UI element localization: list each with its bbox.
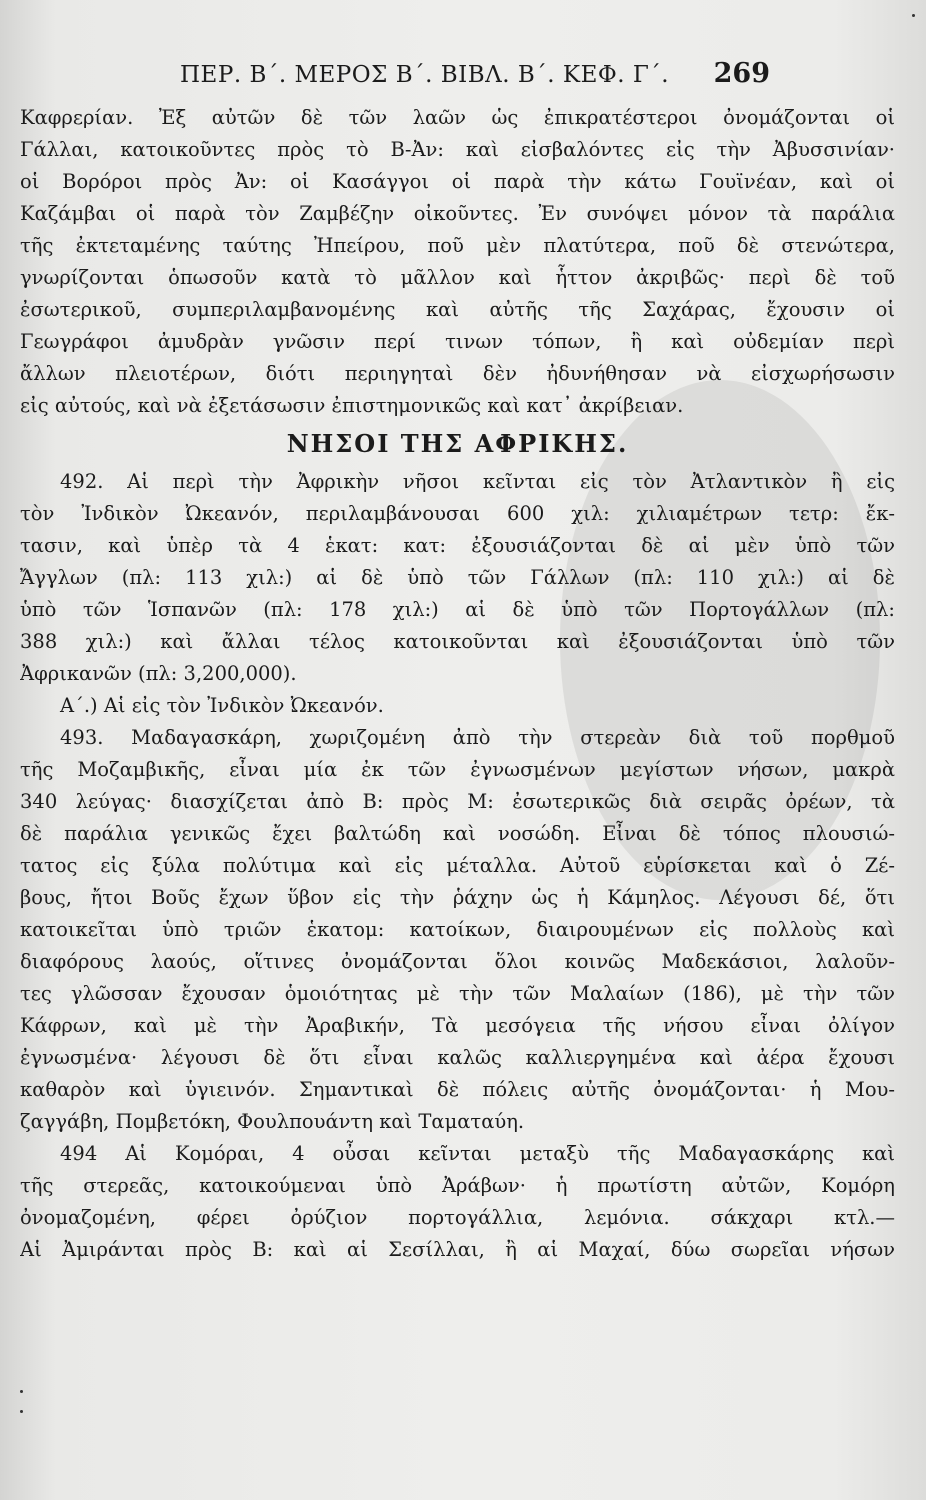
text-line: ἐσωτερικοῦ, συμπεριλαμβανομένης καὶ αὐτῆς τῆς Σαχάρας, ἔχουσιν οἱ	[20, 298, 895, 321]
edge-speck	[20, 1410, 23, 1413]
page-number: 269	[713, 58, 770, 89]
subsection-heading: Α΄.) Αἱ εἰς τὸν Ἰνδικὸν Ὠκεανόν.	[60, 694, 384, 717]
text-line: 340 λεύγας· διασχίζεται ἀπὸ Β: πρὸς Μ: ἐσωτερικῶς διὰ σειρᾶς ὀρέων, τὰ	[20, 790, 895, 813]
text-line: καθαρὸν καὶ ὑγιεινόν. Σημαντικαὶ δὲ πόλεις αὐτῆς ὀνομάζονται· ἡ Μου-	[20, 1078, 895, 1101]
text-line: Ἀφρικανῶν (πλ: 3,200,000).	[20, 662, 297, 685]
text-line: ἐγνωσμένα· λέγουσι δὲ ὅτι εἶναι καλῶς καλλιεργημένα καὶ ἀέρα ἔχουσι	[20, 1046, 895, 1069]
text-line: ὀνομαζομένη, φέρει ὀρύζιον πορτογάλλια, λεμόνια. σάκχαρι κτλ.—	[20, 1206, 895, 1229]
paragraph-492-start: 492. Αἱ περὶ τὴν Ἀφρικὴν νῆσοι κεῖνται εἰς τὸν Ἀτλαντικὸν ἢ εἰς	[60, 470, 895, 493]
running-head: ΠΕΡ. Β΄. ΜΕΡΟΣ Β΄. ΒΙΒΛ. Β΄. ΚΕΦ. Γ΄.	[180, 62, 670, 88]
page-header	[160, 58, 770, 94]
edge-speck	[20, 1390, 23, 1393]
text-line: δὲ παράλια γενικῶς ἔχει βαλτώδη καὶ νοσώδη. Εἶναι δὲ τόπος πλουσιώ-	[20, 822, 895, 845]
text-line: Γεωγράφοι ἀμυδρὰν γνῶσιν περί τινων τόπων, ἢ καὶ οὐδεμίαν περὶ	[20, 330, 895, 353]
text-line: τασιν, καὶ ὑπὲρ τὰ 4 ἑκατ: κατ: ἐξουσιάζονται δὲ αἱ μὲν ὑπὸ τῶν	[20, 534, 895, 557]
edge-speck	[912, 14, 915, 17]
text-line: Καφρερίαν. Ἐξ αὐτῶν δὲ τῶν λαῶν ὡς ἐπικρατέστεροι ὀνομάζονται οἱ	[20, 106, 895, 129]
paragraph-493-start: 493. Μαδαγασκάρη, χωριζομένη ἀπὸ τὴν στερεὰν διὰ τοῦ πορθμοῦ	[60, 726, 895, 749]
text-line: τὸν Ἰνδικὸν Ὠκεανόν, περιλαμβάνουσαι 600 χιλ: χιλιαμέτρων τετρ: ἔκ-	[20, 502, 895, 525]
text-line: οἱ Βορόροι πρὸς Ἀν: οἱ Κασάγγοι οἱ παρὰ τὴν κάτω Γουϊνέαν, καὶ οἱ	[20, 170, 895, 193]
section-heading: ΝΗΣΟΙ ΤΗΣ ΑΦΡΙΚΗΣ.	[286, 429, 629, 458]
text-line: 388 χιλ:) καὶ ἄλλαι τέλος κατοικοῦνται καὶ ἐξουσιάζονται ὑπὸ τῶν	[20, 630, 895, 653]
text-line: κατοικεῖται ὑπὸ τριῶν ἑκατομ: κατοίκων, διαιρουμένων εἰς πολλοὺς καὶ	[20, 918, 895, 941]
body-text	[20, 102, 895, 1266]
text-line: Γάλλαι, κατοικοῦντες πρὸς τὸ Β-Ἀν: καὶ εἰσβαλόντες εἰς τὴν Ἀβυσσινίαν·	[20, 138, 895, 161]
text-line: Κάφρων, καὶ μὲ τὴν Ἀραβικήν, Τὰ μεσόγεια τῆς νήσου εἶναι ὀλίγον	[20, 1014, 895, 1037]
text-line: Καζάμβαι οἱ παρὰ τὸν Ζαμβέζην οἰκοῦντες. Ἐν συνόψει μόνον τὰ παράλια	[20, 202, 895, 225]
text-line: γνωρίζονται ὁπωσοῦν κατὰ τὸ μᾶλλον καὶ ἧττον ἀκριβῶς· περὶ δὲ τοῦ	[20, 266, 895, 289]
text-line: διαφόρους λαούς, οἵτινες ὀνομάζονται ὅλοι κοινῶς Μαδεκάσιοι, λαλοῦν-	[20, 950, 895, 973]
text-line: βους, ἤτοι Βοῦς ἔχων ὕβον εἰς τὴν ῥάχην ὡς ἡ Κάμηλος. Λέγουσι δέ, ὅτι	[20, 886, 895, 909]
text-line: τες γλῶσσαν ἔχουσαν ὁμοιότητας μὲ τὴν τῶν Μαλαίων (186), μὲ τὴν τῶν	[20, 982, 895, 1005]
text-line: εἰς αὐτούς, καὶ νὰ ἐξετάσωσιν ἐπιστημονικῶς καὶ κατ᾽ ἀκρίβειαν.	[20, 394, 684, 417]
text-line: ζαγγάβη, Πομβετόκη, Φουλπουάντη καὶ Ταματαύη.	[20, 1110, 525, 1133]
text-line: Αἱ Ἀμιράνται πρὸς Β: καὶ αἱ Σεσίλλαι, ἢ αἱ Μαχαί, δύω σωρεῖαι νήσων	[20, 1238, 895, 1261]
text-line: τῆς στερεᾶς, κατοικούμεναι ὑπὸ Ἀράβων· ἡ πρωτίστη αὐτῶν, Κομόρη	[20, 1174, 895, 1197]
text-line: τῆς Μοζαμβικῆς, εἶναι μία ἐκ τῶν ἐγνωσμένων μεγίστων νήσων, μακρὰ	[20, 758, 895, 781]
text-line: Ἄγγλων (πλ: 113 χιλ:) αἱ δὲ ὑπὸ τῶν Γάλλων (πλ: 110 χιλ:) αἱ δὲ	[20, 566, 895, 589]
text-line: ἄλλων πλειοτέρων, διότι περιηγηταὶ δὲν ἠδυνήθησαν νὰ εἰσχωρήσωσιν	[20, 362, 895, 385]
text-line: τῆς ἐκτεταμένης ταύτης Ἠπείρου, ποῦ μὲν πλατύτερα, ποῦ δὲ στενώτερα,	[20, 234, 895, 257]
paragraph-494-start: 494 Αἱ Κομόραι, 4 οὖσαι κεῖνται μεταξὺ τῆς Μαδαγασκάρης καὶ	[60, 1142, 895, 1165]
text-line: τατος εἰς ξύλα πολύτιμα καὶ εἰς μέταλλα. Αὐτοῦ εὑρίσκεται καὶ ὁ Ζέ-	[20, 854, 895, 877]
text-line: ὑπὸ τῶν Ἱσπανῶν (πλ: 178 χιλ:) αἱ δὲ ὑπὸ τῶν Πορτογάλλων (πλ:	[20, 598, 895, 621]
